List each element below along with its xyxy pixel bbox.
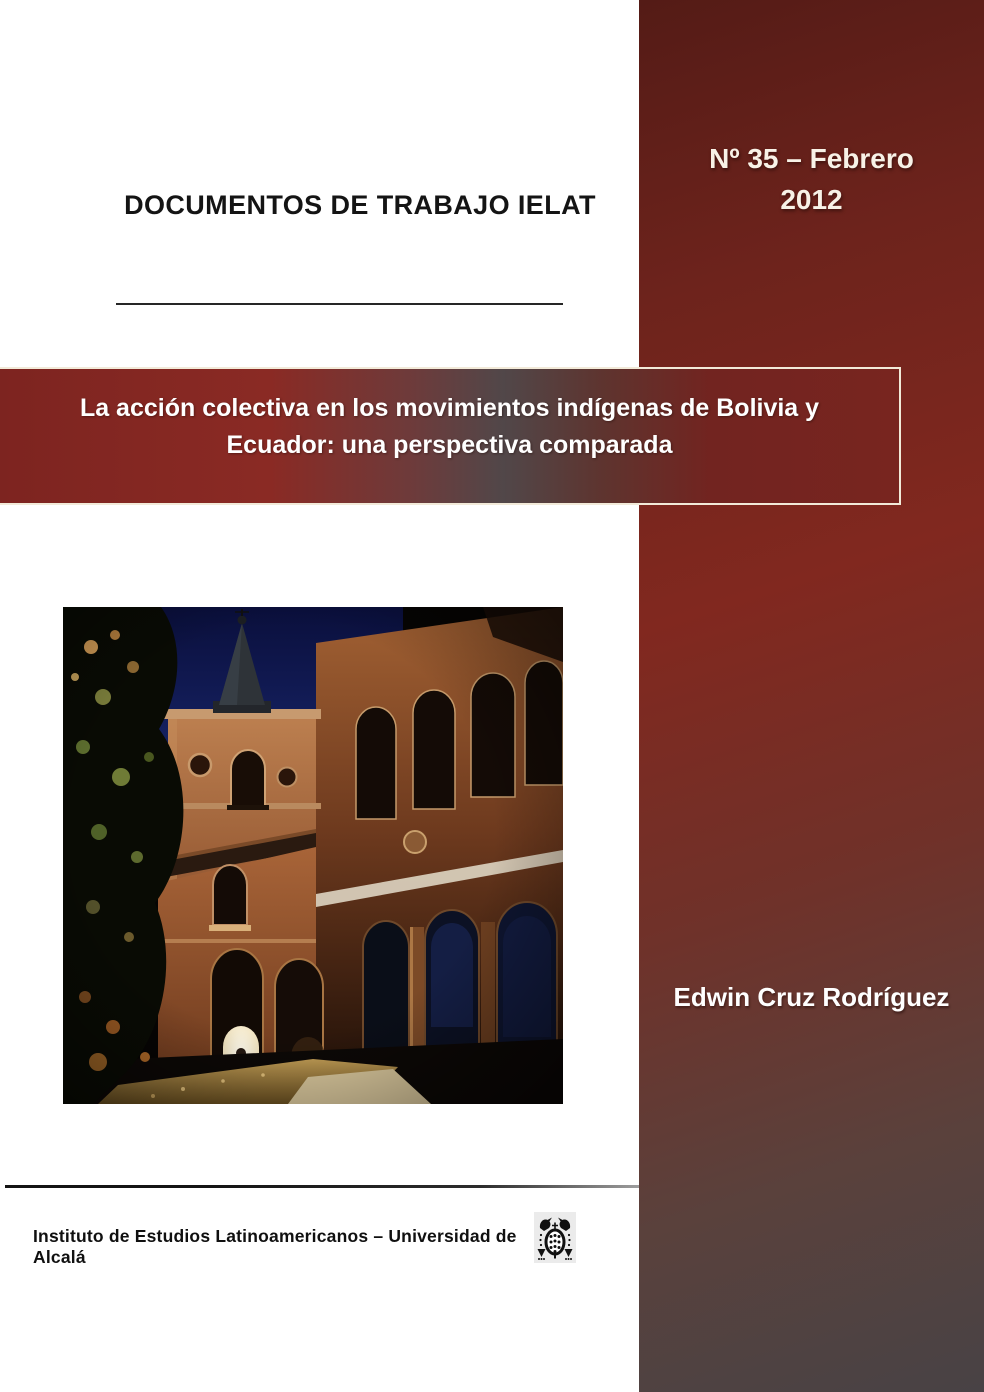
series-title: DOCUMENTOS DE TRABAJO IELAT <box>124 190 596 220</box>
university-crest-icon <box>534 1212 576 1263</box>
cover-photo <box>63 607 563 1104</box>
issue-line-1: Nº 35 – Febrero <box>709 143 914 174</box>
header-divider-line <box>116 303 563 305</box>
courtyard-photo-illustration <box>63 607 563 1104</box>
footer-divider-line <box>5 1185 639 1188</box>
paper-title-line-1: La acción colectiva en los movimientos indígenas de Bolivia y <box>79 394 820 422</box>
paper-title-line-2: Ecuador: una perspectiva comparada <box>226 431 673 459</box>
author-name: Edwin Cruz Rodríguez <box>673 982 950 1012</box>
issue-number <box>639 138 984 220</box>
issue-line-2: 2012 <box>780 184 843 215</box>
paper-title-banner <box>0 367 901 505</box>
institute-name: Instituto de Estudios Latinoamericanos – Universidad de Alcalá <box>33 1226 517 1267</box>
universidad-de-alcala-crest-icon <box>534 1212 576 1263</box>
